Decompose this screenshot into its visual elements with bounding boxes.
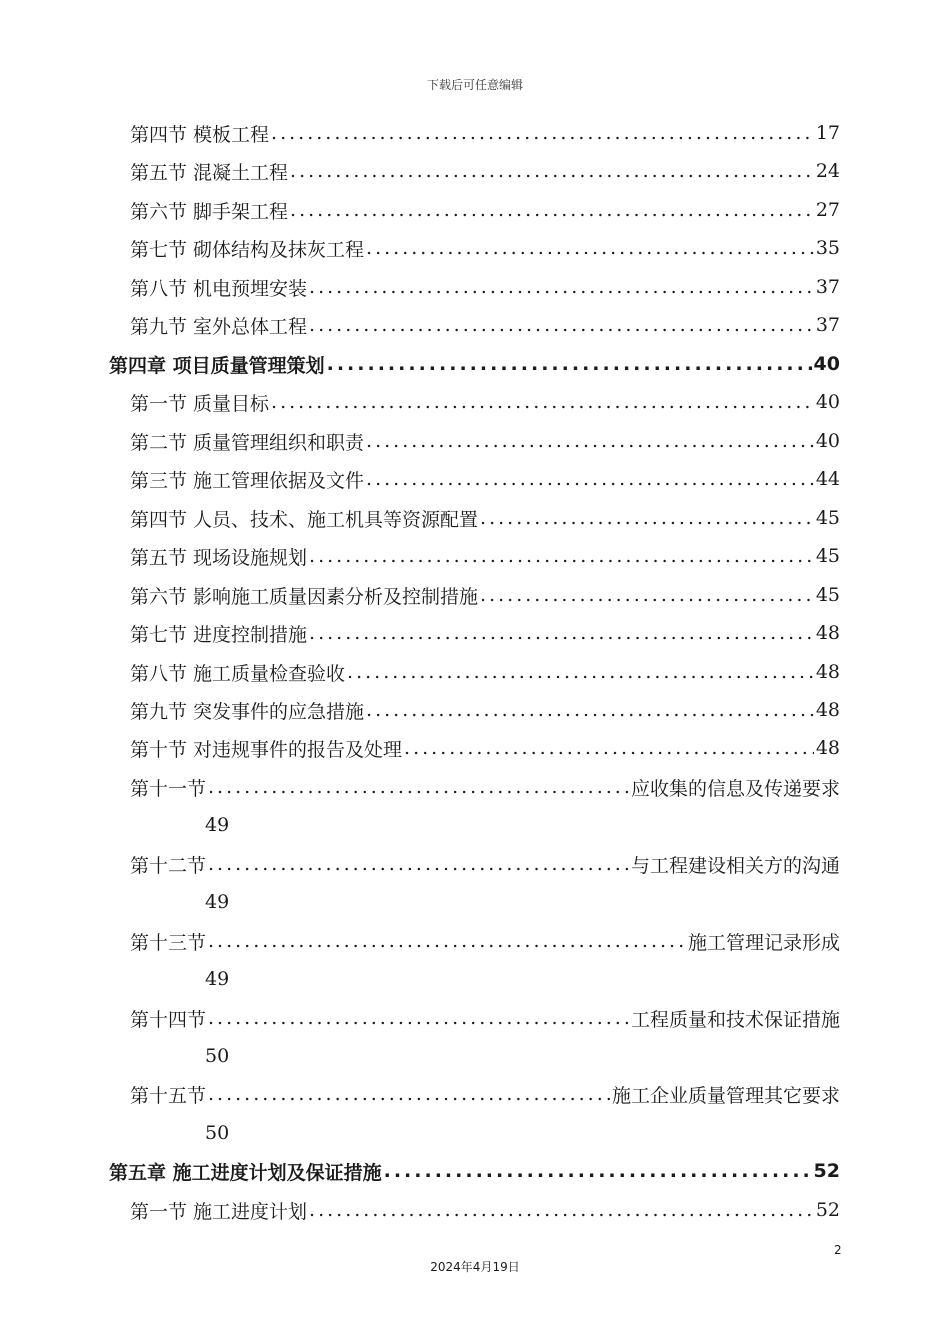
leader-dots xyxy=(366,237,814,259)
toc-chapter-page: 52 xyxy=(813,1160,840,1182)
toc-entry-label: 第七节 砌体结构及抹灰工程 xyxy=(130,238,365,261)
toc-entry-label: 第二节 质量管理组织和职责 xyxy=(130,431,365,454)
toc-entry-page: 45 xyxy=(815,507,840,529)
toc-entry-page: 48 xyxy=(815,661,840,683)
toc-entry-page: 49 xyxy=(205,891,230,913)
toc-entry-page: 37 xyxy=(815,276,840,298)
toc-entry[interactable] xyxy=(130,537,840,575)
toc-entry-label: 第四节 模板工程 xyxy=(130,123,270,146)
toc-entry-label: 第十二节 xyxy=(130,854,207,877)
toc-entry-label: 第四节 人员、技术、施工机具等资源配置 xyxy=(130,508,479,531)
toc-entry[interactable] xyxy=(130,229,840,267)
leader-dots xyxy=(366,699,814,721)
toc-entry-label: 第五节 现场设施规划 xyxy=(130,546,308,569)
leader-dots xyxy=(309,545,814,567)
toc-entry-page: 44 xyxy=(815,468,840,490)
page-header: 下载后可任意编辑 xyxy=(426,78,523,92)
toc-entry[interactable] xyxy=(130,499,840,537)
toc-entry-page: 52 xyxy=(815,1199,840,1221)
leader-dots xyxy=(347,661,814,683)
toc-entry[interactable] xyxy=(130,268,840,306)
toc-entry[interactable] xyxy=(130,999,840,1037)
leader-dots xyxy=(271,391,814,413)
toc-entry-label: 第一节 质量目标 xyxy=(130,392,270,415)
toc-entry[interactable] xyxy=(130,1191,840,1229)
toc-chapter-page: 40 xyxy=(813,353,840,375)
toc-chapter-label: 第四章 项目质量管理策划 xyxy=(109,354,325,377)
toc-entry-page: 45 xyxy=(815,584,840,606)
toc-entry-title: 与工程建设相关方的沟通 xyxy=(630,854,840,877)
footer-date: 2024年4月19日 xyxy=(430,1260,520,1274)
leader-dots xyxy=(404,737,814,759)
leader-dots xyxy=(309,276,814,298)
toc-entry-label: 第十一节 xyxy=(130,777,207,800)
toc-entry-title: 施工管理记录形成 xyxy=(687,931,840,954)
leader-dots xyxy=(208,1007,629,1029)
toc-entry-label: 第五节 混凝土工程 xyxy=(130,161,289,184)
toc-entry[interactable] xyxy=(130,1075,840,1113)
toc-entry-label: 第六节 影响施工质量因素分析及控制措施 xyxy=(130,585,479,608)
leader-dots xyxy=(208,930,686,952)
toc-entry-page: 35 xyxy=(815,237,840,259)
leader-dots xyxy=(290,160,814,182)
toc-entry[interactable] xyxy=(130,614,840,652)
toc-entry-title: 工程质量和技术保证措施 xyxy=(630,1008,840,1031)
footer-page-number: 2 xyxy=(834,1243,842,1257)
toc-entry-label: 第十五节 xyxy=(130,1084,207,1107)
leader-dots xyxy=(480,584,814,606)
leader-dots xyxy=(309,622,814,644)
toc-entry-label: 第九节 突发事件的应急措施 xyxy=(130,700,365,723)
toc-entry-page: 17 xyxy=(815,122,840,144)
leader-dots xyxy=(327,353,812,375)
toc-entry-page: 40 xyxy=(815,391,840,413)
toc-entry-page: 50 xyxy=(205,1045,230,1067)
leader-dots xyxy=(208,1083,610,1105)
toc-entry[interactable] xyxy=(130,768,840,806)
leader-dots xyxy=(208,776,629,798)
toc-entry[interactable] xyxy=(130,653,840,691)
toc-entry-label: 第八节 施工质量检查验收 xyxy=(130,662,346,685)
toc-chapter-entry[interactable] xyxy=(109,345,840,383)
toc-entry-label: 第九节 室外总体工程 xyxy=(130,315,308,338)
toc-entry-page: 48 xyxy=(815,622,840,644)
leader-dots xyxy=(208,853,629,875)
toc-entry[interactable] xyxy=(130,191,840,229)
toc-chapter-label: 第五章 施工进度计划及保证措施 xyxy=(109,1161,382,1184)
toc-entry-label: 第十节 对违规事件的报告及处理 xyxy=(130,738,403,761)
leader-dots xyxy=(384,1160,812,1182)
toc-entry[interactable] xyxy=(130,422,840,460)
toc-entry-page: 50 xyxy=(205,1122,230,1144)
toc-entry[interactable] xyxy=(130,922,840,960)
leader-dots xyxy=(271,122,814,144)
leader-dots xyxy=(480,507,814,529)
toc-entry-page: 45 xyxy=(815,545,840,567)
toc-entry-label: 第一节 施工进度计划 xyxy=(130,1200,308,1223)
toc-chapter-entry[interactable] xyxy=(109,1152,840,1190)
toc-entry-page: 24 xyxy=(815,160,840,182)
toc-entry[interactable] xyxy=(130,576,840,614)
toc-entry-page: 48 xyxy=(815,699,840,721)
toc-entry[interactable] xyxy=(130,691,840,729)
toc-entry-label: 第三节 施工管理依据及文件 xyxy=(130,469,365,492)
toc-entry-label: 第十四节 xyxy=(130,1008,207,1031)
toc-entry-page: 49 xyxy=(205,814,230,836)
toc-entry[interactable] xyxy=(130,114,840,152)
toc-entry-label: 第八节 机电预埋安装 xyxy=(130,277,308,300)
leader-dots xyxy=(366,468,814,490)
toc-entry[interactable] xyxy=(130,460,840,498)
leader-dots xyxy=(309,314,814,336)
toc-entry-page: 27 xyxy=(815,199,840,221)
toc-entry-title: 施工企业质量管理其它要求 xyxy=(611,1084,840,1107)
toc-entry-label: 第七节 进度控制措施 xyxy=(130,623,308,646)
toc-entry[interactable] xyxy=(130,845,840,883)
leader-dots xyxy=(366,430,814,452)
toc-entry[interactable] xyxy=(130,152,840,190)
toc-entry-label: 第六节 脚手架工程 xyxy=(130,200,289,223)
toc-entry-page: 48 xyxy=(815,737,840,759)
toc-entry-label: 第十三节 xyxy=(130,931,207,954)
toc-entry-page: 49 xyxy=(205,968,230,990)
toc-entry-page: 40 xyxy=(815,430,840,452)
leader-dots xyxy=(309,1199,814,1221)
toc-entry-title: 应收集的信息及传递要求 xyxy=(630,777,840,800)
toc-entry-page: 37 xyxy=(815,314,840,336)
leader-dots xyxy=(290,199,814,221)
toc-entry[interactable] xyxy=(130,729,840,767)
toc-entry[interactable] xyxy=(130,383,840,421)
toc-entry[interactable] xyxy=(130,306,840,344)
